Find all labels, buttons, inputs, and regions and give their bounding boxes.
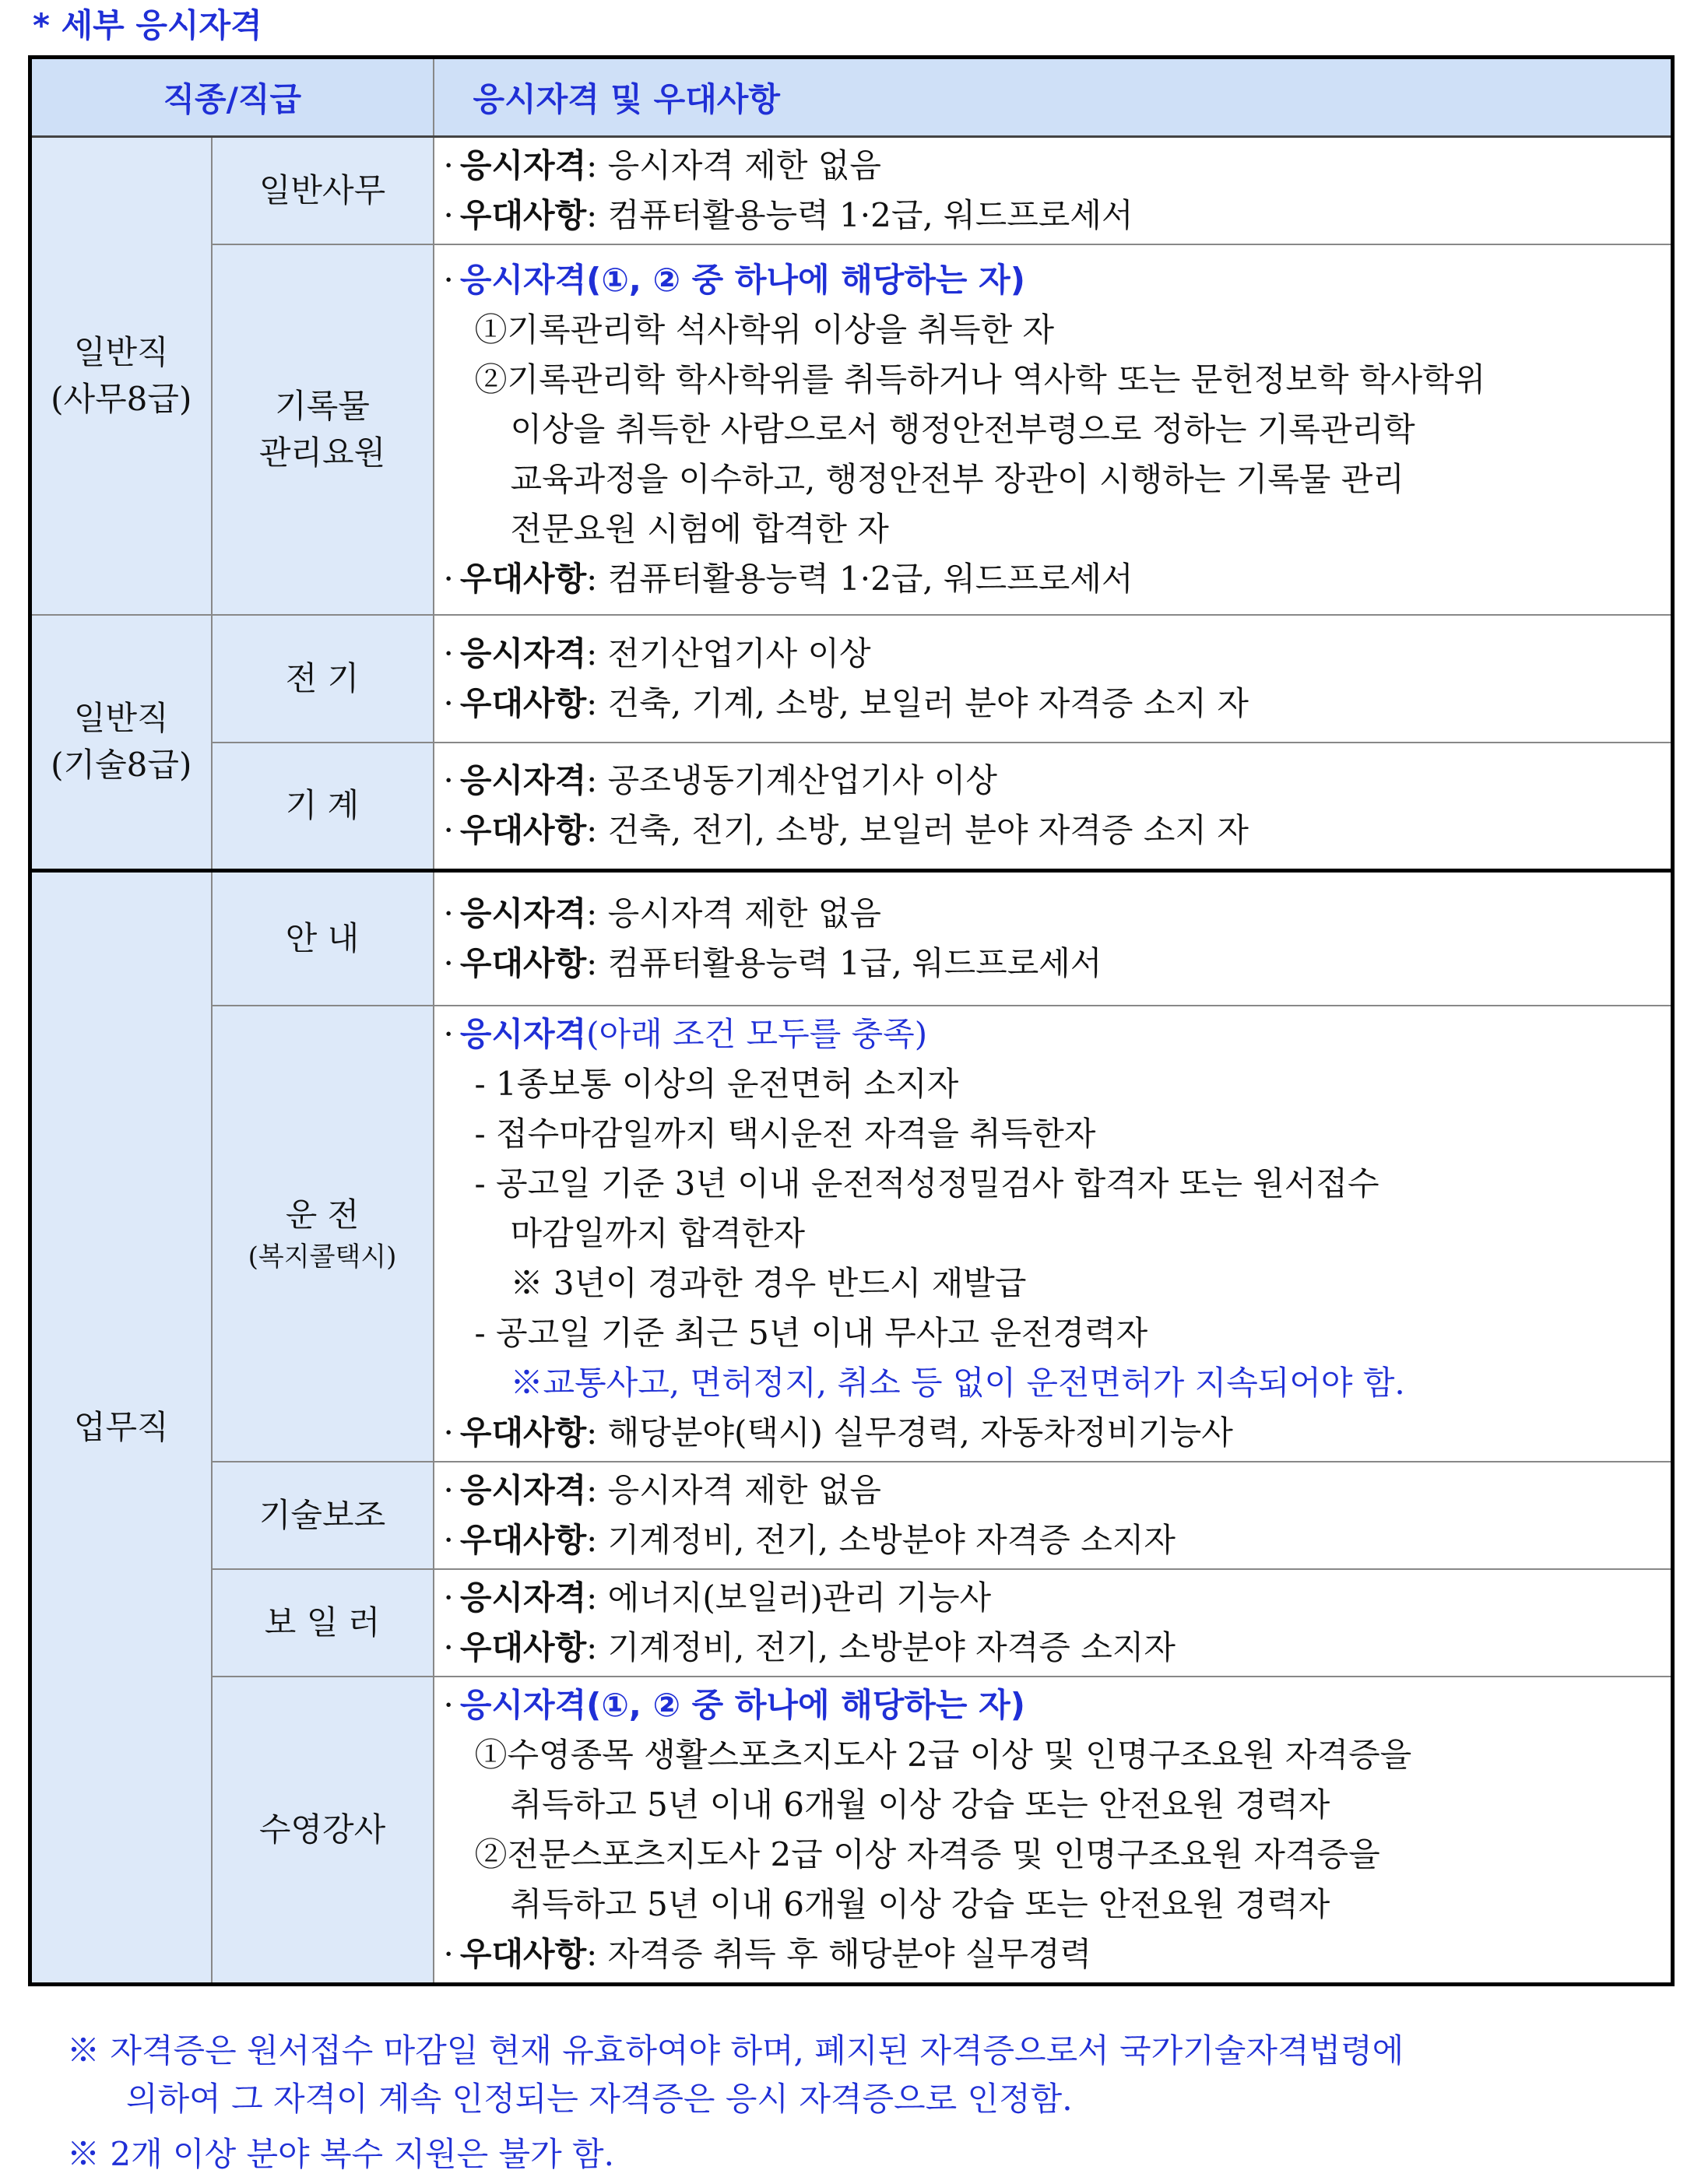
- qualification-item: [444, 554, 1664, 604]
- job-name: 수영강사: [258, 1810, 386, 1849]
- item-text: : 에너지(보일러)관리 기능사: [586, 1578, 992, 1617]
- qualification-item: [444, 679, 1664, 729]
- item-text: : 기계정비, 전기, 소방분야 자격증 소지자: [586, 1521, 1176, 1559]
- job-name: 안 내: [285, 918, 360, 957]
- bullet: ·: [443, 1413, 454, 1452]
- qualification-item: [444, 806, 1664, 855]
- bullet: ·: [443, 1015, 454, 1053]
- qualification-item: [444, 1680, 1664, 1730]
- qualification-detail: ※ 3년이 경과한 경우 반드시 재발급: [510, 1264, 1027, 1302]
- qualification-cell: [434, 1677, 1673, 1985]
- item-label: 응시자격: [459, 761, 587, 800]
- table-row: [30, 743, 1673, 870]
- qualification-cell: [434, 1006, 1673, 1462]
- item-label: 응시자격: [459, 894, 587, 932]
- job-cell: [212, 870, 434, 1006]
- bullet: ·: [443, 1521, 454, 1559]
- qualification-item: [444, 1929, 1664, 1979]
- bullet: ·: [443, 261, 454, 299]
- item-text: : 전기산업기사 이상: [586, 634, 871, 672]
- item-label: 우대사항: [459, 811, 587, 850]
- item-label: 우대사항: [459, 1413, 587, 1452]
- footnote-2: ※ 2개 이상 분야 복수 지원은 불가 함.: [67, 2135, 614, 2173]
- qualification-detail: - 공고일 기준 3년 이내 운전적성정밀검사 합격자 또는 원서접수: [474, 1164, 1379, 1203]
- item-text: : 컴퓨터활용능력 1·2급, 워드프로세서: [586, 560, 1133, 598]
- qualification-item: [444, 1515, 1664, 1565]
- item-text: : 컴퓨터활용능력 1·2급, 워드프로세서: [586, 196, 1133, 234]
- item-label: 응시자격(①, ② 중 하나에 해당하는 자): [459, 261, 1025, 299]
- item-label: 우대사항: [459, 196, 587, 234]
- table-row: [30, 1677, 1673, 1985]
- category-label: (사무8급): [51, 380, 192, 418]
- item-label: 우대사항: [459, 1521, 587, 1559]
- bullet: ·: [443, 196, 454, 234]
- qualification-item: [444, 191, 1664, 241]
- bullet: ·: [443, 1935, 454, 1973]
- item-label: 응시자격: [459, 1471, 587, 1509]
- table-row: [30, 870, 1673, 1006]
- qualification-detail: 전문요원 시험에 합격한 자: [510, 510, 889, 548]
- item-text: : 건축, 기계, 소방, 보일러 분야 자격증 소지 자: [586, 684, 1249, 722]
- item-label: 응시자격: [459, 146, 587, 184]
- item-text: : 응시자격 제한 없음: [586, 894, 881, 932]
- qualification-item: [444, 255, 1664, 305]
- qualification-item: [444, 1573, 1664, 1623]
- qualification-detail: 취득하고 5년 이내 6개월 이상 강습 또는 안전요원 경력자: [510, 1885, 1330, 1923]
- category-label: 일반직: [73, 333, 169, 371]
- item-label: 우대사항: [459, 684, 587, 722]
- item-text: : 건축, 전기, 소방, 보일러 분야 자격증 소지 자: [586, 811, 1249, 850]
- section-title: * 세부 응시자격: [33, 6, 262, 44]
- table-row: [30, 1569, 1673, 1677]
- qualification-table: [28, 55, 1675, 1986]
- bullet: ·: [443, 1686, 454, 1724]
- qualification-detail: 취득하고 5년 이내 6개월 이상 강습 또는 안전요원 경력자: [510, 1785, 1330, 1824]
- bullet: ·: [443, 634, 454, 672]
- category-cell: [30, 615, 212, 870]
- footnote-1-cont: 의하여 그 자격이 계속 인정되는 자격증은 응시 자격증으로 인정함.: [126, 2080, 1073, 2118]
- qualification-detail: ①수영종목 생활스포츠지도사 2급 이상 및 인명구조요원 자격증을: [474, 1736, 1412, 1774]
- qualification-item: [444, 1466, 1664, 1515]
- item-label: 응시자격: [459, 1578, 587, 1617]
- qualification-detail: ②기록관리학 학사학위를 취득하거나 역사학 또는 문헌정보학 학사학위: [474, 360, 1486, 399]
- category-cell: [30, 137, 212, 616]
- item-label: 응시자격: [459, 1015, 587, 1053]
- job-name: 운 전: [285, 1196, 360, 1234]
- job-name: 보 일 러: [264, 1603, 381, 1642]
- qualification-cell: [434, 870, 1673, 1006]
- table-row: [30, 137, 1673, 245]
- job-name: 기록물: [275, 387, 370, 425]
- job-cell: [212, 615, 434, 743]
- bullet: ·: [443, 684, 454, 722]
- qualification-cell: [434, 1462, 1673, 1569]
- qualification-detail: - 1종보통 이상의 운전면허 소지자: [474, 1065, 959, 1103]
- qualification-item: [444, 141, 1664, 191]
- table-row: [30, 244, 1673, 615]
- category-label: 일반직: [73, 699, 169, 738]
- job-cell: [212, 1569, 434, 1677]
- qualification-cell: [434, 137, 1673, 245]
- qualification-detail: ①기록관리학 석사학위 이상을 취득한 자: [474, 311, 1055, 349]
- bullet: ·: [443, 1471, 454, 1509]
- category-label: (기술8급): [51, 746, 192, 785]
- item-label: 우대사항: [459, 943, 587, 982]
- bullet: ·: [443, 146, 454, 184]
- job-name: 기술보조: [258, 1496, 386, 1534]
- bullet: ·: [443, 943, 454, 982]
- qualification-item: [444, 1623, 1664, 1673]
- job-cell: [212, 743, 434, 870]
- job-cell: [212, 244, 434, 615]
- qualification-cell: [434, 244, 1673, 615]
- job-cell: [212, 137, 434, 245]
- qualification-cell: [434, 615, 1673, 743]
- category-label: 업무직: [73, 1407, 169, 1446]
- job-cell: [212, 1462, 434, 1569]
- bullet: ·: [443, 560, 454, 598]
- item-text: : 응시자격 제한 없음: [586, 146, 881, 184]
- qualification-detail: ②전문스포츠지도사 2급 이상 자격증 및 인명구조요원 자격증을: [474, 1835, 1380, 1873]
- item-label: 응시자격: [459, 634, 587, 672]
- footnote-1: ※ 자격증은 원서접수 마감일 현재 유효하여야 하며, 폐지된 자격증으로서 국가기술자격법령에: [67, 2031, 1404, 2070]
- item-label: 우대사항: [459, 560, 587, 598]
- header-job-grade: 직종/직급: [30, 58, 434, 137]
- job-note: (복지콜택시): [248, 1241, 397, 1273]
- qualification-detail: 교육과정을 이수하고, 행정안전부 장관이 시행하는 기록물 관리: [510, 460, 1404, 498]
- item-label: 우대사항: [459, 1628, 587, 1666]
- bullet: ·: [443, 811, 454, 850]
- qualification-detail: 이상을 취득한 사람으로서 행정안전부령으로 정하는 기록관리학: [510, 410, 1415, 448]
- table-row: [30, 615, 1673, 743]
- category-cell: [30, 870, 212, 1985]
- item-text: : 컴퓨터활용능력 1급, 워드프로세서: [586, 943, 1102, 982]
- qualification-detail: ※교통사고, 면허정지, 취소 등 없이 운전면허가 지속되어야 함.: [510, 1364, 1405, 1402]
- table-header-row: [30, 58, 1673, 137]
- table-row: [30, 1462, 1673, 1569]
- qualification-item: [444, 939, 1664, 988]
- job-cell: [212, 1677, 434, 1985]
- job-cell: [212, 1006, 434, 1462]
- item-text: : 공조냉동기계산업기사 이상: [586, 761, 997, 800]
- qualification-detail: 마감일까지 합격한자: [510, 1214, 806, 1252]
- item-label: 응시자격(①, ② 중 하나에 해당하는 자): [459, 1686, 1025, 1724]
- job-name: 관리요원: [258, 434, 386, 472]
- item-label: 우대사항: [459, 1935, 587, 1973]
- job-name: 전 기: [285, 659, 360, 697]
- qualification-item: [444, 889, 1664, 939]
- bullet: ·: [443, 1578, 454, 1617]
- qualification-item: [444, 1009, 1664, 1059]
- item-text: : 응시자격 제한 없음: [586, 1471, 881, 1509]
- item-text: : 해당분야(택시) 실무경력, 자동차정비기능사: [586, 1413, 1233, 1452]
- qualification-detail: - 공고일 기준 최근 5년 이내 무사고 운전경력자: [474, 1314, 1148, 1352]
- qualification-item: [444, 629, 1664, 679]
- qualification-cell: [434, 1569, 1673, 1677]
- item-text: : 자격증 취득 후 해당분야 실무경력: [586, 1935, 1092, 1973]
- qualification-detail: - 접수마감일까지 택시운전 자격을 취득한자: [474, 1115, 1096, 1153]
- item-text: (아래 조건 모두를 충족): [586, 1015, 928, 1053]
- table-row: [30, 1006, 1673, 1462]
- qualification-item: [444, 1408, 1664, 1458]
- bullet: ·: [443, 761, 454, 800]
- job-name: 기 계: [285, 786, 360, 825]
- qualification-cell: [434, 743, 1673, 870]
- job-name: 일반사무: [258, 171, 386, 209]
- bullet: ·: [443, 1628, 454, 1666]
- item-text: : 기계정비, 전기, 소방분야 자격증 소지자: [586, 1628, 1176, 1666]
- qualification-item: [444, 756, 1664, 806]
- header-qualification: 응시자격 및 우대사항: [434, 58, 1673, 137]
- bullet: ·: [443, 894, 454, 932]
